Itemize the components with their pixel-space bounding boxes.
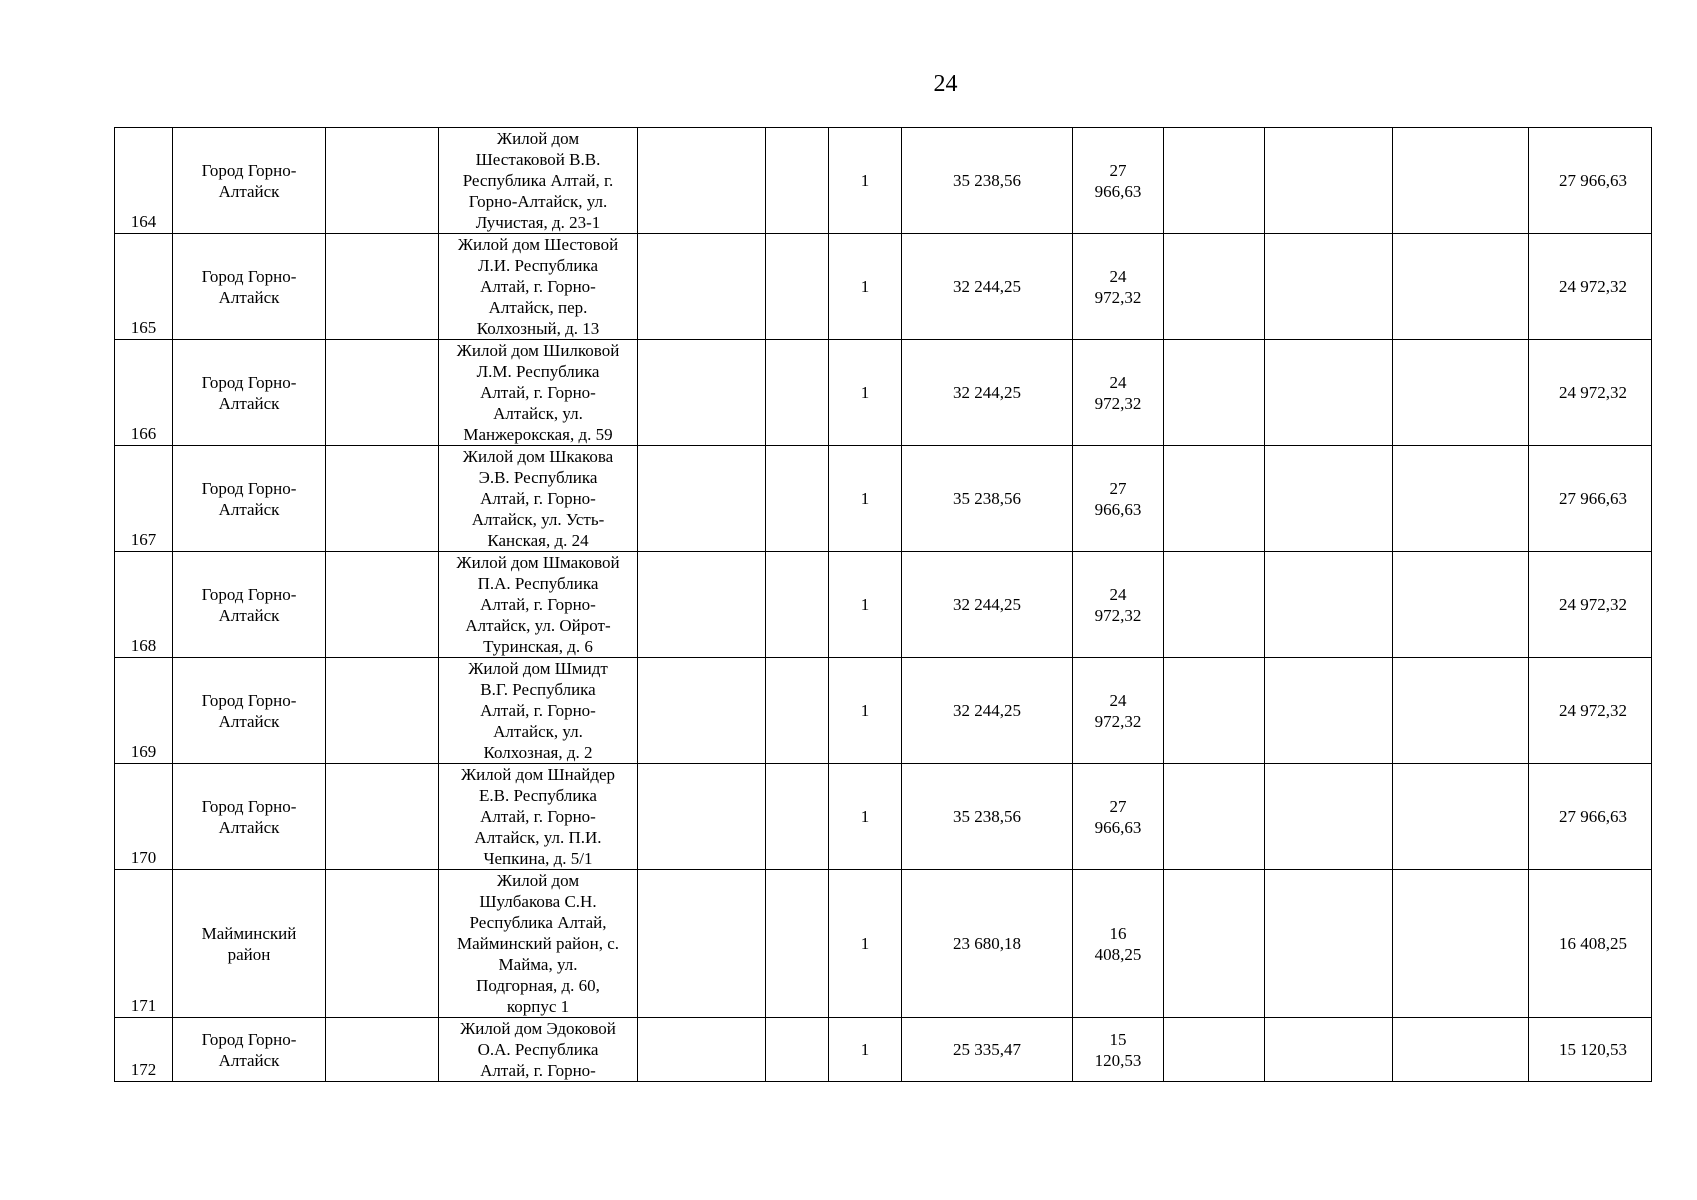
- row-number: 170: [115, 764, 173, 870]
- empty-cell: [1164, 764, 1265, 870]
- empty-cell: [1265, 340, 1393, 446]
- empty-cell: [1265, 128, 1393, 234]
- table-row: [115, 1018, 1652, 1082]
- empty-cell: [766, 552, 829, 658]
- page-number: 24: [933, 71, 958, 97]
- empty-cell: [1164, 340, 1265, 446]
- total-cell: 15 120,53: [1529, 1018, 1652, 1082]
- municipality-cell: Город Горно- Алтайск: [173, 764, 326, 870]
- table-row: [115, 340, 1652, 446]
- total-cell: 24 972,32: [1529, 234, 1652, 340]
- quantity-cell: 1: [829, 234, 902, 340]
- row-number: 171: [115, 870, 173, 1018]
- row-number: 165: [115, 234, 173, 340]
- table-row: [115, 870, 1652, 1018]
- quantity-cell: 1: [829, 1018, 902, 1082]
- municipality-cell: Город Горно- Алтайск: [173, 1018, 326, 1082]
- cost-cell: 32 244,25: [902, 658, 1073, 764]
- row-number: 168: [115, 552, 173, 658]
- empty-cell: [326, 340, 439, 446]
- empty-cell: [326, 1018, 439, 1082]
- quantity-cell: 1: [829, 446, 902, 552]
- address-cell: Жилой дом Шестовой Л.И. Республика Алтай, г. Горно- Алтайск, пер. Колхозный, д. 13: [439, 234, 638, 340]
- empty-cell: [766, 446, 829, 552]
- cost-cell: 23 680,18: [902, 870, 1073, 1018]
- row-number: 169: [115, 658, 173, 764]
- empty-cell: [326, 552, 439, 658]
- amount-cell: 24 972,32: [1073, 234, 1164, 340]
- total-cell: 24 972,32: [1529, 658, 1652, 764]
- empty-cell: [1393, 234, 1529, 340]
- address-cell: Жилой дом Шмаковой П.А. Республика Алтай, г. Горно- Алтайск, ул. Ойрот- Туринская, д. 6: [439, 552, 638, 658]
- empty-cell: [326, 234, 439, 340]
- total-cell: 27 966,63: [1529, 128, 1652, 234]
- quantity-cell: 1: [829, 552, 902, 658]
- housing-registry-table: [114, 127, 1652, 1082]
- row-number: 164: [115, 128, 173, 234]
- empty-cell: [1164, 870, 1265, 1018]
- empty-cell: [1393, 870, 1529, 1018]
- empty-cell: [1393, 764, 1529, 870]
- empty-cell: [1265, 552, 1393, 658]
- total-cell: 24 972,32: [1529, 552, 1652, 658]
- table-row: [115, 552, 1652, 658]
- empty-cell: [638, 128, 766, 234]
- table-row: [115, 658, 1652, 764]
- empty-cell: [326, 764, 439, 870]
- municipality-cell: Город Горно- Алтайск: [173, 234, 326, 340]
- table-row: [115, 446, 1652, 552]
- empty-cell: [638, 446, 766, 552]
- empty-cell: [638, 552, 766, 658]
- municipality-cell: Город Горно- Алтайск: [173, 446, 326, 552]
- address-cell: Жилой дом Шнайдер Е.В. Республика Алтай, г. Горно- Алтайск, ул. П.И. Чепкина, д. 5/1: [439, 764, 638, 870]
- empty-cell: [766, 1018, 829, 1082]
- empty-cell: [1265, 658, 1393, 764]
- empty-cell: [766, 764, 829, 870]
- amount-cell: 27 966,63: [1073, 128, 1164, 234]
- empty-cell: [1164, 128, 1265, 234]
- address-cell: Жилой дом Шмидт В.Г. Республика Алтай, г. Горно- Алтайск, ул. Колхозная, д. 2: [439, 658, 638, 764]
- empty-cell: [638, 1018, 766, 1082]
- amount-cell: 27 966,63: [1073, 446, 1164, 552]
- municipality-cell: Город Горно- Алтайск: [173, 552, 326, 658]
- empty-cell: [1265, 234, 1393, 340]
- address-cell: Жилой дом Эдоковой О.А. Республика Алтай, г. Горно-: [439, 1018, 638, 1082]
- empty-cell: [1393, 658, 1529, 764]
- empty-cell: [638, 234, 766, 340]
- row-number: 166: [115, 340, 173, 446]
- empty-cell: [638, 870, 766, 1018]
- empty-cell: [638, 340, 766, 446]
- empty-cell: [326, 658, 439, 764]
- total-cell: 24 972,32: [1529, 340, 1652, 446]
- cost-cell: 35 238,56: [902, 764, 1073, 870]
- address-cell: Жилой дом Шкакова Э.В. Республика Алтай, г. Горно- Алтайск, ул. Усть- Канская, д. 24: [439, 446, 638, 552]
- empty-cell: [326, 870, 439, 1018]
- address-cell: Жилой дом Шулбакова С.Н. Республика Алтай, Майминский район, с. Майма, ул. Подгорная, д. 60, корпус 1: [439, 870, 638, 1018]
- cost-cell: 35 238,56: [902, 446, 1073, 552]
- municipality-cell: Город Горно- Алтайск: [173, 128, 326, 234]
- empty-cell: [1393, 552, 1529, 658]
- empty-cell: [1164, 658, 1265, 764]
- cost-cell: 35 238,56: [902, 128, 1073, 234]
- empty-cell: [326, 128, 439, 234]
- table-row: [115, 764, 1652, 870]
- total-cell: 16 408,25: [1529, 870, 1652, 1018]
- empty-cell: [766, 234, 829, 340]
- amount-cell: 24 972,32: [1073, 552, 1164, 658]
- cost-cell: 32 244,25: [902, 234, 1073, 340]
- quantity-cell: 1: [829, 870, 902, 1018]
- row-number: 167: [115, 446, 173, 552]
- total-cell: 27 966,63: [1529, 446, 1652, 552]
- quantity-cell: 1: [829, 764, 902, 870]
- empty-cell: [1393, 446, 1529, 552]
- address-cell: Жилой дом Шилковой Л.М. Республика Алтай, г. Горно- Алтайск, ул. Манжерокская, д. 59: [439, 340, 638, 446]
- total-cell: 27 966,63: [1529, 764, 1652, 870]
- empty-cell: [1164, 234, 1265, 340]
- empty-cell: [1265, 446, 1393, 552]
- amount-cell: 24 972,32: [1073, 658, 1164, 764]
- empty-cell: [638, 658, 766, 764]
- amount-cell: 27 966,63: [1073, 764, 1164, 870]
- table-row: [115, 234, 1652, 340]
- municipality-cell: Майминский район: [173, 870, 326, 1018]
- empty-cell: [1393, 128, 1529, 234]
- quantity-cell: 1: [829, 128, 902, 234]
- empty-cell: [1393, 1018, 1529, 1082]
- cost-cell: 32 244,25: [902, 340, 1073, 446]
- empty-cell: [766, 658, 829, 764]
- empty-cell: [1265, 870, 1393, 1018]
- empty-cell: [1265, 764, 1393, 870]
- empty-cell: [766, 340, 829, 446]
- empty-cell: [1164, 552, 1265, 658]
- amount-cell: 16 408,25: [1073, 870, 1164, 1018]
- empty-cell: [1265, 1018, 1393, 1082]
- table-row: [115, 128, 1652, 234]
- empty-cell: [1393, 340, 1529, 446]
- empty-cell: [326, 446, 439, 552]
- amount-cell: 15 120,53: [1073, 1018, 1164, 1082]
- quantity-cell: 1: [829, 340, 902, 446]
- municipality-cell: Город Горно- Алтайск: [173, 340, 326, 446]
- empty-cell: [766, 870, 829, 1018]
- empty-cell: [1164, 1018, 1265, 1082]
- amount-cell: 24 972,32: [1073, 340, 1164, 446]
- cost-cell: 32 244,25: [902, 552, 1073, 658]
- municipality-cell: Город Горно- Алтайск: [173, 658, 326, 764]
- empty-cell: [638, 764, 766, 870]
- row-number: 172: [115, 1018, 173, 1082]
- empty-cell: [1164, 446, 1265, 552]
- quantity-cell: 1: [829, 658, 902, 764]
- address-cell: Жилой дом Шестаковой В.В. Республика Алтай, г. Горно-Алтайск, ул. Лучистая, д. 23-1: [439, 128, 638, 234]
- empty-cell: [766, 128, 829, 234]
- cost-cell: 25 335,47: [902, 1018, 1073, 1082]
